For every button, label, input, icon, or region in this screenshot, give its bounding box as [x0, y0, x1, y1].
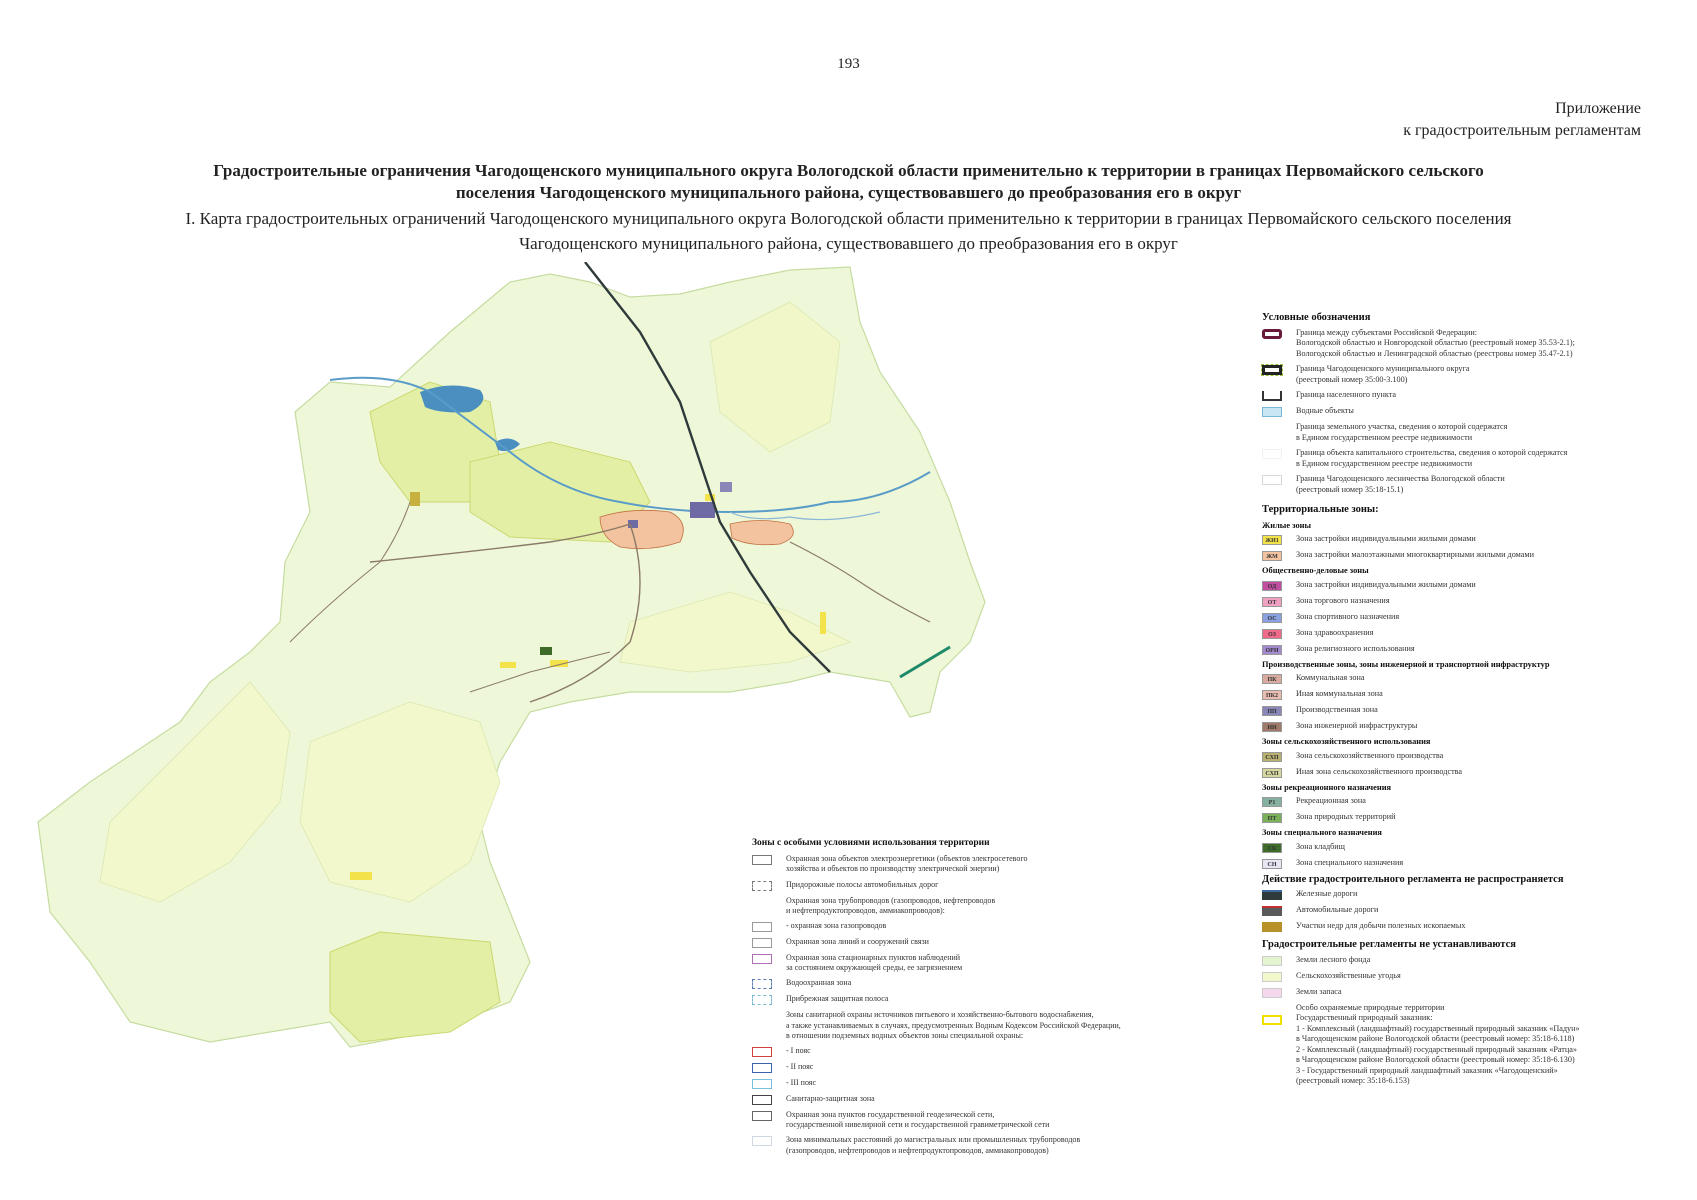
subtitle-line2: Чагодощенского муниципального района, существовавшего до преобразования его в округ — [519, 234, 1178, 253]
zone-legend-item — [1262, 858, 1672, 869]
zone-legend-item — [1262, 689, 1672, 700]
appendix-note — [1403, 98, 1641, 142]
legend-text: 2 - Комплексный (ландшафтный) государственный природный заказник «Ратца» — [1296, 1044, 1577, 1054]
zone-legend-item — [1262, 644, 1672, 655]
zone-legend-text: Зона специального назначения — [1296, 857, 1404, 867]
legend-heading: Условные обозначения — [1262, 312, 1371, 323]
main-title-line1: Градостроительные ограничения Чагодощенского муниципального округа Вологодской области применительно к территории в границах Первомайского сельского — [213, 161, 1484, 180]
zone-code-swatch: ОД — [1262, 581, 1282, 591]
legend-text: Государственный природный заказник: — [1296, 1013, 1433, 1022]
special-zone-text-line: (газопроводов, нефтепроводов и нефтепродуктопроводов, аммиакопроводов) — [786, 1145, 1049, 1155]
special-zone-item — [752, 1062, 1172, 1073]
land-plot-boundary-swatch — [1262, 423, 1282, 433]
zone-group-title: Зоны рекреационного назначения — [1262, 782, 1392, 792]
zone-legend-item — [1262, 612, 1672, 623]
legend-text: Граница между субъектами Российской Федерации: — [1296, 327, 1478, 337]
special-zone-text-line: Охранная зона объектов электроэнергетики (объектов электросетевого — [786, 854, 1028, 864]
not-applicable-swatch — [1262, 922, 1282, 932]
zone-legend-item — [1262, 812, 1672, 823]
not-applicable-text: Автомобильные дороги — [1296, 905, 1379, 914]
production-zone — [690, 502, 715, 518]
legend-text: (реестровый номер 35:18-15.1) — [1296, 484, 1404, 494]
zone-legend-text: Иная коммунальная зона — [1296, 689, 1383, 698]
special-zone-text-line: Санитарно-защитная зона — [786, 1094, 875, 1104]
special-zone-item — [752, 1078, 1172, 1089]
zone-groups — [1262, 521, 1672, 869]
special-zone-swatch — [752, 855, 772, 865]
zone-code-swatch: ОТ — [1262, 597, 1282, 607]
zone-code-swatch: ЖМ — [1262, 551, 1282, 561]
zone-legend-item — [1262, 721, 1672, 732]
zone-group-title: Зоны специального назначения — [1262, 828, 1382, 837]
special-zone-text — [786, 921, 1172, 931]
special-zone-swatch — [752, 1047, 772, 1057]
legend-text: Вологодской областью и Ленинградской областью (реестровы номер 35.47-2.1) — [1296, 348, 1573, 358]
not-applicable-item — [1262, 905, 1672, 916]
not-established-item — [1262, 955, 1672, 966]
production-zone — [720, 482, 732, 492]
page-number: 193 — [837, 56, 860, 72]
special-zone-text — [786, 1010, 1172, 1041]
appendix-line1: Приложение — [1555, 100, 1641, 117]
not-established-text: Сельскохозяйственные угодья — [1296, 970, 1401, 980]
special-zone-text — [786, 1062, 1172, 1072]
special-zone-item — [752, 937, 1172, 948]
zone-legend-item — [1262, 673, 1672, 684]
zone-code-swatch: ОРИ — [1262, 645, 1282, 655]
special-zone-text — [786, 953, 1172, 973]
not-applicable-swatch — [1262, 906, 1282, 916]
zone-legend-text: Зона природных территорий — [1296, 812, 1396, 821]
special-zone-text-line: - II пояс — [786, 1062, 814, 1072]
legend-text: в Едином государственном реестре недвижимости — [1296, 458, 1473, 468]
legend — [1262, 313, 1672, 1092]
forestry-boundary-swatch — [1262, 475, 1282, 485]
not-established-swatch — [1262, 956, 1282, 966]
legend-item — [1262, 364, 1672, 385]
water-swatch — [1262, 407, 1282, 417]
zone-legend-text: Рекреационная зона — [1296, 796, 1366, 805]
special-zones-list — [752, 854, 1172, 1156]
legend-text: Особо охраняемые природные территории — [1296, 1002, 1445, 1012]
legend-text: в Чагодощенском районе Вологодской области (реестровый номер: 35:18-6.118) — [1296, 1034, 1575, 1043]
not-established-item — [1262, 971, 1672, 982]
special-zone-swatch — [752, 1136, 772, 1146]
residential-individual-zone — [350, 872, 372, 880]
special-zone-item — [752, 921, 1172, 932]
not-applicable-swatch — [1262, 890, 1282, 900]
legend-text: Граница объекта капитального строительства, сведения о которой содержатся — [1296, 448, 1568, 457]
zone-legend-item — [1262, 705, 1672, 716]
special-zone-text-line: - охранная зона газопроводов — [786, 921, 887, 931]
building-boundary-swatch — [1262, 449, 1282, 459]
special-zone-item — [752, 1046, 1172, 1057]
special-zone-text-line: а также устанавливаемых в случаях, предусмотренных Водным Кодексом Российской Федерации, — [786, 1020, 1121, 1030]
special-zone-swatch — [752, 979, 772, 989]
zone-code-swatch: ПП — [1262, 706, 1282, 716]
zone-legend-item — [1262, 842, 1672, 853]
legend-text: (реестровый номер: 35:18-6.153) — [1296, 1076, 1410, 1085]
special-zone-item — [752, 1110, 1172, 1130]
special-zone-text-line: в отношении подземных водных объектов зоны специальной охраны: — [786, 1030, 1024, 1040]
not-established-text: Земли запаса — [1296, 986, 1342, 996]
special-zone-text — [786, 1135, 1172, 1155]
zone-group-title: Зоны сельскохозяйственного использования — [1262, 737, 1431, 746]
district-boundary-swatch — [1262, 365, 1282, 375]
special-zone-text — [786, 1110, 1172, 1130]
special-zone-text-line: за состоянием окружающей среды, ее загрязнением — [786, 963, 963, 973]
special-zone-text — [786, 1046, 1172, 1056]
residential-individual-zone — [820, 612, 826, 634]
zone-legend-item — [1262, 550, 1672, 561]
zone-legend-text: Зона застройки индивидуальными жилыми домами — [1296, 579, 1476, 589]
zone-legend-text: Зона кладбищ — [1296, 841, 1345, 851]
special-zone-text-line: Водоохранная зона — [786, 978, 852, 988]
zone-legend-text: Зона торгового назначения — [1296, 595, 1390, 605]
special-zone-item — [752, 1094, 1172, 1105]
special-zone-text-line: Зоны санитарной охраны источников питьевого и хозяйственно-бытового водоснабжения, — [786, 1010, 1094, 1020]
legend-item — [1262, 474, 1672, 495]
residential-individual-zone — [410, 492, 420, 506]
zone-group-title: Жилые зоны — [1262, 520, 1312, 530]
special-zone-text — [786, 880, 1172, 890]
not-established-swatch — [1262, 988, 1282, 998]
zone-legend-text: Зона спортивного назначения — [1296, 611, 1400, 621]
legend-text: Граница Чагодощенского лесничества Вологодской области — [1296, 474, 1505, 483]
cemetery-zone — [540, 647, 552, 655]
special-zone-text-line: Охранная зона пунктов государственной геодезической сети, — [786, 1110, 995, 1120]
special-zone-swatch — [752, 1111, 772, 1121]
zone-legend-text: Зона сельскохозяйственного производства — [1296, 750, 1444, 760]
special-zone-text-line: Охранная зона трубопроводов (газопроводов, нефтепроводов — [786, 895, 996, 905]
special-zone-text — [786, 896, 1172, 916]
special-zone-text-line: хозяйства и объектов по производству электрической энергии) — [786, 864, 1000, 874]
not-applicable-heading: Действие градостроительного регламента не распространяется — [1262, 873, 1564, 885]
not-applicable-text: Железные дороги — [1296, 889, 1358, 898]
zone-code-swatch: СК — [1262, 843, 1282, 853]
protected-area-swatch — [1262, 1015, 1282, 1025]
special-zone-swatch — [752, 1063, 772, 1073]
zone-legend-item — [1262, 580, 1672, 591]
subtitle-line1: I. Карта градостроительных ограничений Чагодощенского муниципального округа Вологодской области применительно к территории в границах Первомайского сельского поселения — [185, 209, 1512, 228]
not-applicable-item — [1262, 889, 1672, 900]
zone-code-swatch: ЖИ1 — [1262, 535, 1282, 545]
special-zone-item — [752, 1010, 1172, 1041]
zone-code-swatch: ПК — [1262, 674, 1282, 684]
settlement-boundary-swatch — [1262, 391, 1282, 401]
zone-legend-item — [1262, 796, 1672, 807]
special-zone-text-line: Прибрежная защитная полоса — [786, 994, 889, 1004]
zone-legend-text: Зона религиозного использования — [1296, 643, 1415, 653]
special-zone-text-line: Охранная зона линий и сооружений связи — [786, 937, 929, 947]
special-zone-text — [786, 937, 1172, 947]
zone-code-swatch: ПК2 — [1262, 690, 1282, 700]
zone-code-swatch: ПТ — [1262, 813, 1282, 823]
not-established-text: Земли лесного фонда — [1296, 954, 1371, 964]
zone-group-title: Общественно-деловые зоны — [1262, 566, 1369, 575]
special-zones-panel — [752, 838, 1172, 1161]
legend-item — [1262, 1003, 1672, 1087]
zone-legend-text: Коммунальная зона — [1296, 673, 1365, 682]
special-zone-text — [786, 854, 1172, 874]
legend-item — [1262, 448, 1672, 469]
not-established-list — [1262, 955, 1672, 998]
main-title-line2: поселения Чагодощенского муниципального района, существовавшего до преобразования его в округ — [455, 183, 1242, 202]
special-zone-text — [786, 994, 1172, 1004]
zone-legend-text: Производственная зона — [1296, 705, 1378, 714]
zone-code-swatch: Р1 — [1262, 797, 1282, 807]
residential-individual-zone — [500, 662, 516, 668]
legend-text: Граница населенного пункта — [1296, 390, 1397, 399]
zone-group-title: Производственные зоны, зоны инженерной и транспортной инфраструктур — [1262, 659, 1550, 669]
special-zone-text — [786, 1094, 1172, 1104]
special-zone-text — [786, 1078, 1172, 1088]
special-zone-swatch — [752, 1095, 772, 1105]
not-established-item — [1262, 987, 1672, 998]
not-applicable-item — [1262, 921, 1672, 932]
special-zone-swatch — [752, 881, 772, 891]
legend-text: Граница земельного участка, сведения о которой содержатся — [1296, 422, 1508, 431]
special-zone-text-line: Охранная зона стационарных пунктов наблюдений — [786, 953, 961, 963]
not-applicable-text: Участки недр для добычи полезных ископаемых — [1296, 921, 1466, 930]
legend-item — [1262, 390, 1672, 401]
legend-text: (реестровый номер 35:00-3.100) — [1296, 374, 1408, 384]
legend-text: Водные объекты — [1296, 406, 1354, 415]
special-zone-text-line: и нефтепродуктопроводов, аммиакопроводов): — [786, 905, 945, 915]
special-zone-text-line: - I пояс — [786, 1046, 811, 1056]
zone-legend-text: Иная зона сельскохозяйственного производства — [1296, 766, 1463, 776]
zone-code-swatch: ОЗ — [1262, 629, 1282, 639]
legend-item — [1262, 422, 1672, 443]
zone-code-swatch: ОС — [1262, 613, 1282, 623]
zone-legend-item — [1262, 628, 1672, 639]
legend-text: 1 - Комплексный (ландшафтный) государственный природный заказник «Падун» — [1296, 1023, 1580, 1033]
legend-item — [1262, 328, 1672, 360]
special-zone-item — [752, 854, 1172, 874]
zone-legend-text: Зона инженерной инфраструктуры — [1296, 721, 1418, 730]
zone-legend-item — [1262, 767, 1672, 778]
zone-code-swatch: СН — [1262, 859, 1282, 869]
not-established-swatch — [1262, 972, 1282, 982]
special-zone-item — [752, 978, 1172, 989]
special-zone-swatch — [752, 995, 772, 1005]
appendix-line2: к градостроительным регламентам — [1403, 122, 1641, 139]
zone-code-swatch: СХП — [1262, 752, 1282, 762]
zone-legend-item — [1262, 596, 1672, 607]
legend-text: 3 - Государственный природный ландшафтный заказник «Чагодощенский» — [1296, 1065, 1558, 1075]
zone-legend-item — [1262, 534, 1672, 545]
zone-code-swatch: ИИ — [1262, 722, 1282, 732]
special-zone-text — [786, 978, 1172, 988]
special-zone-item — [752, 994, 1172, 1005]
special-zone-item — [752, 896, 1172, 916]
settlement-residential[interactable] — [730, 521, 793, 545]
zone-legend-text: Зона застройки индивидуальными жилыми домами — [1296, 534, 1476, 543]
zone-legend-text: Зона застройки малоэтажными многоквартирными жилыми домами — [1296, 550, 1534, 559]
special-zone-item — [752, 1135, 1172, 1155]
special-zone-swatch — [752, 954, 772, 964]
nature-reserve-area — [330, 932, 500, 1042]
zone-legend-item — [1262, 751, 1672, 762]
special-zone-swatch — [752, 922, 772, 932]
title-block — [40, 160, 1657, 254]
special-zone-text-line: Зона минимальных расстояний до магистральных или промышленных трубопроводов — [786, 1135, 1081, 1145]
subject-boundary-swatch — [1262, 329, 1282, 339]
not-established-heading: Градостроительные регламенты не устанавливаются — [1262, 939, 1516, 950]
special-zone-item — [752, 953, 1172, 973]
special-zone-text-line: Придорожные полосы автомобильных дорог — [786, 879, 939, 889]
territorial-zones-heading: Территориальные зоны: — [1262, 504, 1379, 515]
zone-legend-text: Зона здравоохранения — [1296, 627, 1374, 637]
legend-text: Вологодской областью и Новгородской областью (реестровый номер 35.53-2.1); — [1296, 338, 1575, 347]
special-zone-swatch — [752, 1079, 772, 1089]
special-zone-text-line: - III пояс — [786, 1078, 817, 1088]
special-zone-swatch — [752, 938, 772, 948]
special-zone-item — [752, 880, 1172, 891]
legend-text: в Едином государственном реестре недвижимости — [1296, 432, 1473, 442]
special-zones-heading: Зоны с особыми условиями использования территории — [752, 838, 990, 848]
legend-text: в Чагодощенском районе Вологодской области (реестровый номер: 35:18-6.130) — [1296, 1055, 1575, 1064]
legend-text: Граница Чагодощенского муниципального округа — [1296, 364, 1470, 373]
zone-code-swatch: СХП — [1262, 768, 1282, 778]
legend-item — [1262, 406, 1672, 417]
not-applicable-list — [1262, 889, 1672, 932]
special-zone-text-line: государственной нивелирной сети и государственной гравиметрической сети — [786, 1120, 1050, 1130]
